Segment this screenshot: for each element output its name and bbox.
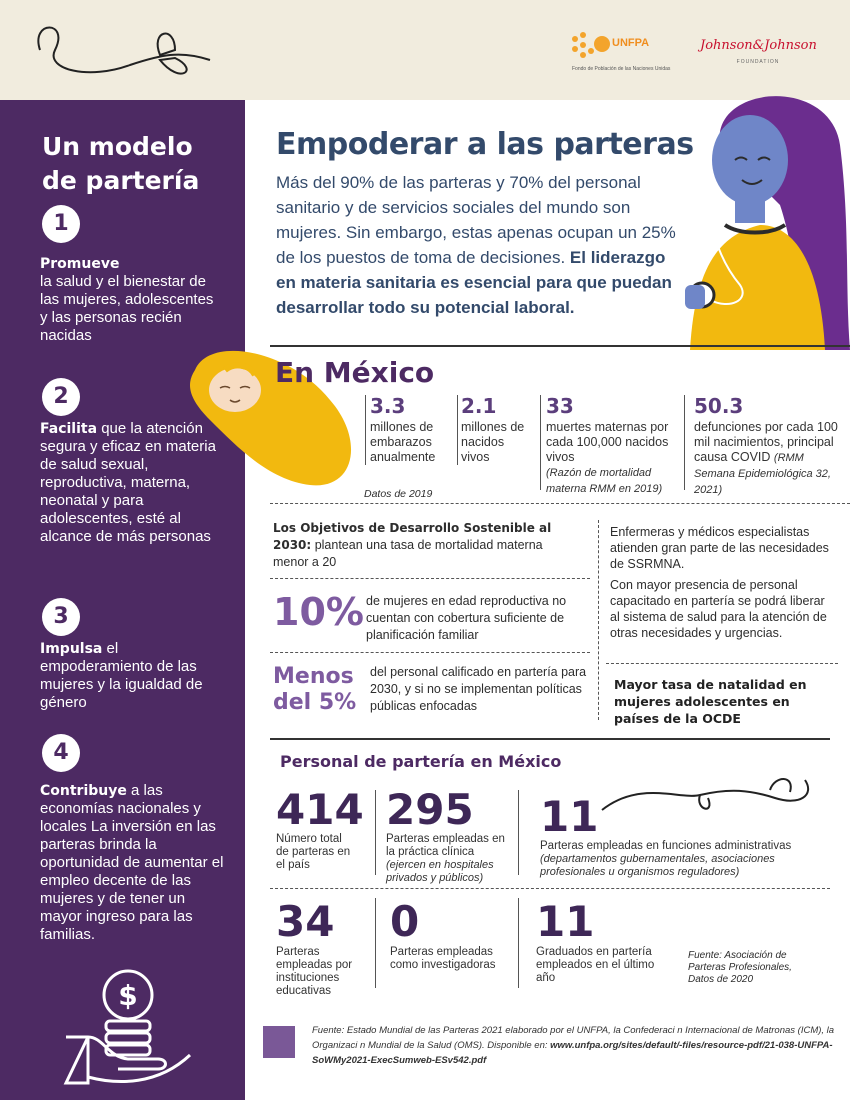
personal-1-text: Número total de parteras en el país	[276, 833, 351, 871]
svg-text:$: $	[118, 979, 138, 1012]
source-text: Fuente: Estado Mundial de las Parteras 2021 elaborado por el UNFPA, la Confederaci n Internacional de Matronas (ICM), la Organizaci n Mundial de la Salud (OMS). Disponible en: www.unfpa.org/sites/default/-files/resource-pdf/21-038-UNFPA-SoWMy2021-ExecSumweb-ESv542.pdf	[312, 1025, 835, 1066]
divider	[375, 898, 376, 988]
step-2-text: Facilita que la atención segura y eficaz en materia de salud sexual, reproductiva, materna, neonatal y para adolescentes, esté al alcance de más personas	[40, 420, 216, 545]
source-marker	[263, 1026, 295, 1058]
ods-text: Los Objetivos de Desarrollo Sostenible al 2030: plantean una tasa de mortalidad materna menor a 20	[273, 521, 552, 569]
stat-3-text: muertes maternas por cada 100,000 nacidos vivos (Razón de mortalidad materna RMM en 2019)	[546, 420, 669, 495]
sidebar-title: Un modelo de partería	[42, 132, 200, 195]
step-4-number: 4	[42, 734, 80, 772]
stat-divider	[365, 395, 366, 465]
step-4-text: Contribuye a las economías nacionales y locales La inversión en las parteras brinda la oportunidad de aumentar el empleo decente de las mujeres y de tener un mayor ingreso para las familias.	[40, 782, 224, 943]
personal-6-text: Graduados en partería empleados en el último año	[536, 946, 655, 984]
personal-1-value: 414	[276, 785, 364, 834]
step-1-text: Promueve la salud y el bienestar de las mujeres, adolescentes y las personas recién nacidas	[40, 256, 214, 344]
intro-paragraph: Más del 90% de las parteras y 70% del personal sanitario y de servicios sociales del mundo son mujeres. Sin embargo, estas apenas ocupan un 25% de los puestos de toma de decisiones. El liderazgo en materia sanitaria es esencial para que puedan desarrollar todo su potencial laboral.	[276, 173, 676, 317]
personal-source: Fuente: Asociación de Parteras Profesionales, Datos de 2020	[688, 950, 792, 985]
right-text-2: Con mayor presencia de personal capacitado en partería se podrá liberar al sistema de salud para la atención de otras necesidades y urgencias.	[610, 578, 827, 640]
jj-foundation-logo: Johnson&Johnson FOUNDATION	[700, 38, 817, 65]
divider	[270, 888, 830, 889]
divider	[375, 790, 376, 875]
divider	[270, 738, 830, 740]
divider	[518, 790, 519, 875]
stat-4-text: defunciones por cada 100 mil nacimientos, principal causa COVID (RMM Semana Epidemiológica 32, 2021)	[694, 420, 838, 496]
personal-6-value: 11	[536, 897, 595, 946]
personal-3-value: 11	[540, 792, 599, 841]
coin-hand-icon	[58, 965, 198, 1090]
menos-text: del personal calificado en partería para 2030, y si no se implementan políticas públicas enfocadas	[370, 665, 587, 713]
personal-title: Personal de partería en México	[280, 752, 562, 771]
personal-3-text: Parteras empleadas en funciones administrativas (departamentos gubernamentales, asociaciones profesionales u organismos reguladores)	[540, 840, 792, 878]
personal-5-text: Parteras empleadas como investigadoras	[390, 946, 496, 971]
woman-stethoscope-icon	[680, 85, 850, 350]
right-text-3: Mayor tasa de natalidad en mujeres adolescentes en países de la OCDE	[614, 677, 807, 726]
stat-divider	[684, 395, 685, 490]
personal-5-value: 0	[390, 897, 420, 946]
divider	[606, 663, 838, 664]
divider	[270, 503, 850, 504]
menos-value: Menos del 5%	[273, 664, 357, 715]
step-2-number: 2	[42, 378, 80, 416]
data-year-note: Datos de 2019	[364, 488, 433, 500]
pct10-text: de mujeres en edad reproductiva no cuentan con cobertura suficiente de planificación familiar	[366, 594, 567, 642]
step-3-text: Impulsa el empoderamiento de las mujeres y la igualdad de género	[40, 640, 203, 711]
pct10-value: 10%	[273, 590, 364, 634]
right-text-1: Enfermeras y médicos especialistas atienden gran parte de las necesidades de SSRMNA.	[610, 525, 829, 571]
squiggle-arrow-icon	[600, 770, 820, 830]
page-title: Empoderar a las parteras	[276, 127, 694, 162]
divider	[518, 898, 519, 988]
mexico-title: En México	[275, 356, 435, 389]
stat-divider	[457, 395, 458, 465]
stat-1-text: millones de embarazos anualmente	[370, 420, 436, 464]
personal-2-text: Parteras empleadas en la práctica clínica (ejercen en hospitales privados y públicos)	[386, 833, 505, 884]
personal-4-text: Parteras empleadas por instituciones educativas	[276, 946, 353, 997]
personal-4-value: 34	[276, 897, 335, 946]
sidebar	[0, 100, 245, 1100]
stat-3-value: 33	[546, 394, 574, 418]
divider	[270, 652, 590, 653]
stat-2-value: 2.1	[461, 394, 497, 418]
personal-2-value: 295	[386, 785, 474, 834]
source-link[interactable]: www.unfpa.org/sites/default/-files/resource-pdf/21-038-UNFPA-SoWMy2021-ExecSumweb-ESv542.pdf	[312, 1040, 833, 1066]
stat-2-text: millones de nacidos vivos	[461, 420, 525, 464]
stat-4-value: 50.3	[694, 394, 744, 418]
divider	[598, 520, 599, 720]
step-3-number: 3	[42, 598, 80, 636]
unfpa-logo: UNFPA Fondo de Población de las Naciones Unidas	[572, 32, 672, 78]
stat-1-value: 3.3	[370, 394, 406, 418]
stat-divider	[540, 395, 541, 490]
step-1-number: 1	[42, 205, 80, 243]
leaf-squiggle-icon	[10, 10, 220, 100]
divider	[270, 578, 590, 579]
